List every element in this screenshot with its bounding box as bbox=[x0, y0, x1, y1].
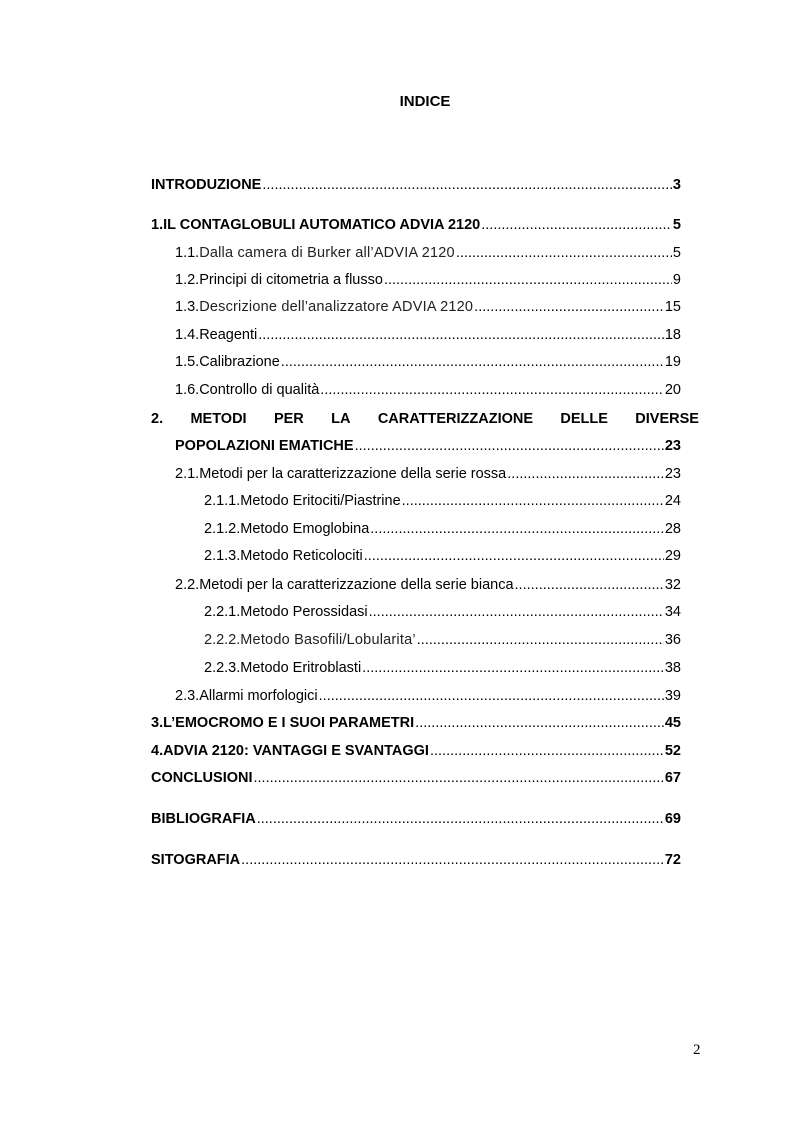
toc-number: 2.3. bbox=[175, 688, 200, 704]
toc-number: 2.1.1. bbox=[204, 493, 241, 509]
toc-page: 19 bbox=[664, 354, 681, 370]
toc-page: 69 bbox=[664, 811, 681, 827]
toc-leader-dots bbox=[355, 436, 664, 456]
page-number: 2 bbox=[693, 1042, 701, 1058]
toc-entry-2-3[interactable] bbox=[175, 686, 681, 706]
toc-leader-dots bbox=[417, 630, 664, 650]
toc-label: Dalla camera di Burker all’ADVIA 2120 bbox=[199, 245, 455, 261]
toc-number: 2.1.2. bbox=[204, 521, 241, 537]
toc-page: 36 bbox=[664, 632, 681, 648]
toc-label: Metodo Eritociti/Piastrine bbox=[240, 493, 401, 509]
toc-entry-2-2[interactable] bbox=[175, 575, 681, 595]
toc-leader-dots bbox=[319, 686, 664, 706]
toc-leader-dots bbox=[507, 464, 664, 484]
toc-number: 1.6. bbox=[175, 382, 200, 398]
toc-entry-2-2-1[interactable] bbox=[204, 602, 681, 622]
toc-page: 5 bbox=[672, 217, 681, 233]
toc-number: 2.2.2. bbox=[204, 632, 241, 648]
toc-page: 72 bbox=[664, 852, 681, 868]
toc-label: Metodo Basofili/Lobularita’ bbox=[240, 632, 416, 648]
toc-entry-1-5[interactable] bbox=[175, 352, 681, 372]
toc-number: 2.2.3. bbox=[204, 660, 241, 676]
toc-page: 24 bbox=[664, 493, 681, 509]
toc-label: Controllo di qualità bbox=[199, 382, 320, 398]
toc-leader-dots bbox=[402, 491, 664, 511]
toc-leader-dots bbox=[430, 741, 664, 761]
toc-number: 2.2. bbox=[175, 577, 200, 593]
toc-label: Metodi per la caratterizzazione della serie rossa bbox=[199, 466, 507, 482]
toc-label-word: PER bbox=[273, 411, 304, 427]
toc-number: 1.5. bbox=[175, 354, 200, 370]
toc-leader-dots bbox=[474, 297, 664, 317]
toc-label: SITOGRAFIA bbox=[151, 852, 241, 868]
toc-page: 29 bbox=[664, 548, 681, 564]
toc-entry-1-3[interactable] bbox=[175, 297, 681, 317]
toc-leader-dots bbox=[281, 352, 664, 372]
toc-page: 9 bbox=[672, 272, 681, 288]
toc-number: 4. bbox=[151, 743, 164, 759]
toc-leader-dots bbox=[481, 215, 672, 235]
toc-page: 45 bbox=[664, 715, 681, 731]
toc-entry-1-4[interactable] bbox=[175, 325, 681, 345]
toc-leader-dots bbox=[456, 243, 672, 263]
toc-page: 34 bbox=[664, 604, 681, 620]
toc-page: 38 bbox=[664, 660, 681, 676]
toc-leader-dots bbox=[370, 519, 664, 539]
toc-label: Reagenti bbox=[199, 327, 258, 343]
toc-page: 23 bbox=[664, 466, 681, 482]
index-title: INDICE bbox=[399, 93, 451, 110]
toc-entry-chapter-4[interactable] bbox=[151, 741, 681, 761]
toc-label-word: DIVERSE bbox=[635, 411, 699, 427]
toc-number: 1.4. bbox=[175, 327, 200, 343]
toc-page: 32 bbox=[664, 577, 681, 593]
toc-number: 1.3. bbox=[175, 299, 200, 315]
toc-leader-dots bbox=[362, 658, 664, 678]
toc-leader-dots bbox=[241, 850, 664, 870]
toc-entry-chapter-2-cont[interactable] bbox=[175, 436, 681, 456]
toc-leader-dots bbox=[384, 270, 672, 290]
toc-entry-2-1[interactable] bbox=[175, 464, 681, 484]
toc-label: BIBLIOGRAFIA bbox=[151, 811, 256, 827]
toc-entry-2-1-1[interactable] bbox=[204, 491, 681, 511]
toc-number: 2. bbox=[151, 411, 164, 427]
toc-page: 3 bbox=[672, 177, 681, 193]
toc-page: 18 bbox=[664, 327, 681, 343]
toc-entry-chapter-1[interactable] bbox=[151, 215, 681, 235]
toc-label: Metodi per la caratterizzazione della serie bianca bbox=[199, 577, 514, 593]
toc-label: Calibrazione bbox=[199, 354, 280, 370]
toc-page: 23 bbox=[664, 438, 681, 454]
toc-leader-dots bbox=[257, 809, 664, 829]
toc-entry-introduzione[interactable] bbox=[151, 175, 681, 195]
toc-label: Metodo Reticolociti bbox=[240, 548, 363, 564]
toc-label: Allarmi morfologici bbox=[199, 688, 318, 704]
toc-entry-1-2[interactable] bbox=[175, 270, 681, 290]
toc-entry-conclusioni[interactable] bbox=[151, 768, 681, 788]
toc-leader-dots bbox=[415, 713, 664, 733]
toc-label: L’EMOCROMO E I SUOI PARAMETRI bbox=[163, 715, 415, 731]
toc-label-word: DELLE bbox=[560, 411, 608, 427]
toc-number: 1.2. bbox=[175, 272, 200, 288]
toc-number: 1. bbox=[151, 217, 164, 233]
toc-page: 5 bbox=[672, 245, 681, 261]
toc-page: 39 bbox=[664, 688, 681, 704]
toc-page: 28 bbox=[664, 521, 681, 537]
toc-label: POPOLAZIONI EMATICHE bbox=[175, 438, 354, 454]
toc-entry-chapter-3[interactable] bbox=[151, 713, 681, 733]
toc-leader-dots bbox=[258, 325, 664, 345]
toc-label-word: METODI bbox=[190, 411, 247, 427]
toc-page: 67 bbox=[664, 770, 681, 786]
toc-label: IL CONTAGLOBULI AUTOMATICO ADVIA 2120 bbox=[163, 217, 481, 233]
toc-leader-dots bbox=[254, 768, 664, 788]
toc-label: Principi di citometria a flusso bbox=[199, 272, 383, 288]
toc-label: Descrizione dell’analizzatore ADVIA 2120 bbox=[199, 299, 474, 315]
toc-number: 3. bbox=[151, 715, 164, 731]
toc-number: 1.1. bbox=[175, 245, 200, 261]
toc-entry-2-2-3[interactable] bbox=[204, 658, 681, 678]
toc-entry-2-1-3[interactable] bbox=[204, 546, 681, 566]
toc-entry-chapter-2[interactable] bbox=[151, 409, 699, 429]
toc-label: INTRODUZIONE bbox=[151, 177, 262, 193]
toc-leader-dots bbox=[369, 602, 664, 622]
toc-label: CONCLUSIONI bbox=[151, 770, 253, 786]
toc-entry-bibliografia[interactable] bbox=[151, 809, 681, 829]
toc-number: 2.1. bbox=[175, 466, 200, 482]
toc-page: 52 bbox=[664, 743, 681, 759]
toc-entry-1-6[interactable] bbox=[175, 380, 681, 400]
toc-page: 20 bbox=[664, 382, 681, 398]
toc-entry-2-2-2[interactable] bbox=[204, 630, 681, 650]
toc-entry-2-1-2[interactable] bbox=[204, 519, 681, 539]
toc-entry-sitografia[interactable] bbox=[151, 850, 681, 870]
toc-leader-dots bbox=[320, 380, 664, 400]
toc-leader-dots bbox=[262, 175, 672, 195]
toc-label-word: LA bbox=[331, 411, 351, 427]
toc-page: 15 bbox=[664, 299, 681, 315]
toc-label: Metodo Perossidasi bbox=[240, 604, 368, 620]
toc-number: 2.1.3. bbox=[204, 548, 241, 564]
toc-label-word: CARATTERIZZAZIONE bbox=[377, 411, 534, 427]
toc-leader-dots bbox=[364, 546, 664, 566]
toc-entry-1-1[interactable] bbox=[175, 243, 681, 263]
toc-label: Metodo Emoglobina bbox=[240, 521, 370, 537]
toc-label: ADVIA 2120: VANTAGGI E SVANTAGGI bbox=[163, 743, 429, 759]
toc-number: 2.2.1. bbox=[204, 604, 241, 620]
toc-label: Metodo Eritroblasti bbox=[240, 660, 362, 676]
toc-leader-dots bbox=[515, 575, 664, 595]
